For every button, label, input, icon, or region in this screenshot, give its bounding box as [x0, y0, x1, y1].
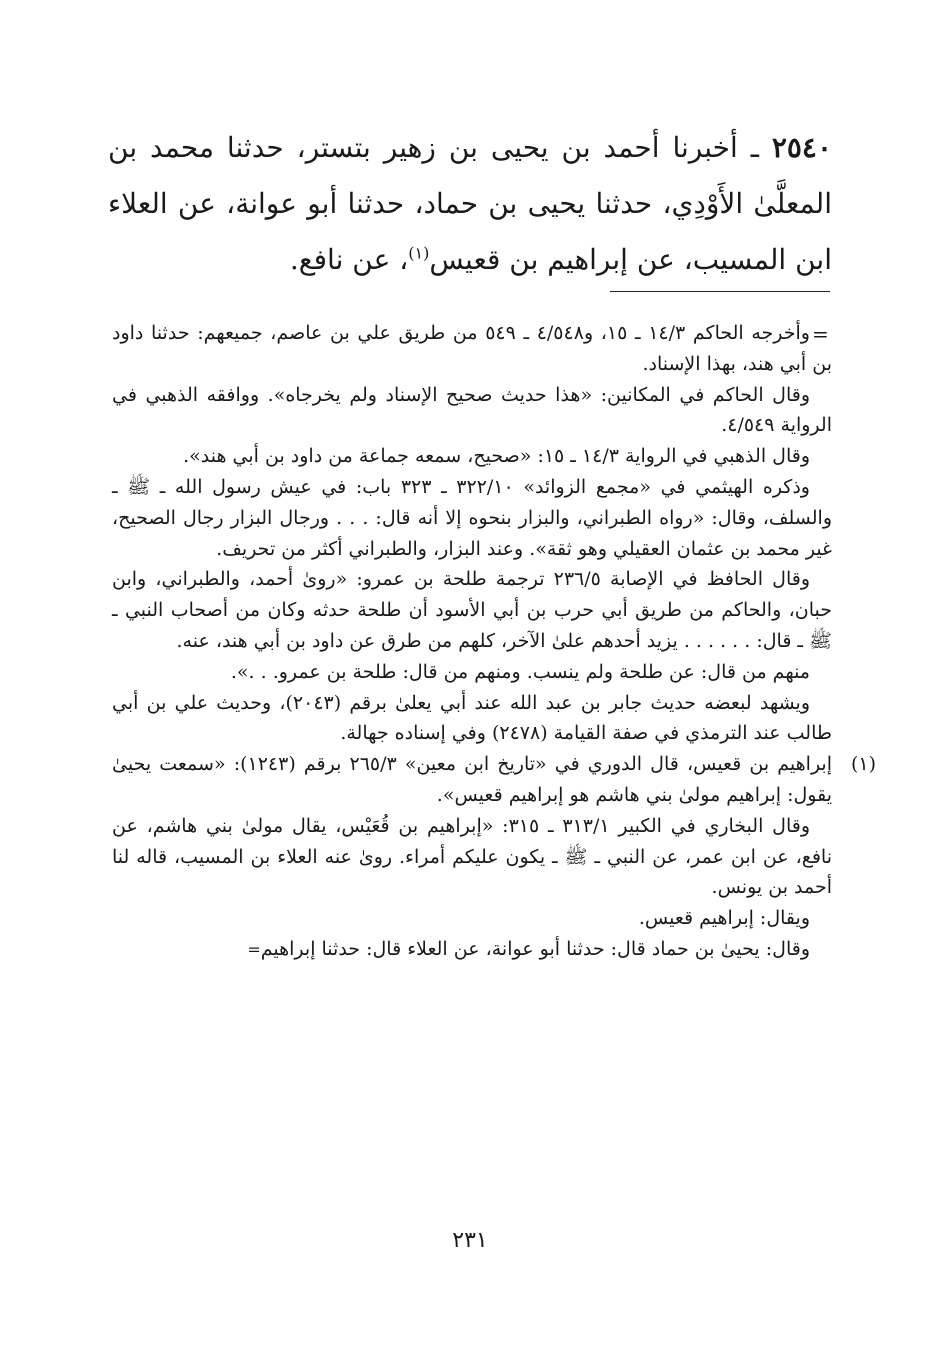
footnote-1-marker: (١) [850, 753, 876, 776]
note-paragraph: وأخرجه الحاكم ١٤/٣ ـ ١٥، و٤/٥٤٨ ـ ٥٤٩ من طريق علي بن عاصم، جميعهم: حدثنا داود بن أبي هند، بهذا الإسناد. [112, 322, 832, 375]
note-paragraph: وقال الذهبي في الرواية ١٤/٣ ـ ١٥: «صحيح، سمعه جماعة من داود بن أبي هند». [183, 445, 810, 468]
note-paragraph: وقال الحاكم في المكانين: «هذا حديث صحيح الإسناد ولم يخرجاه». ووافقه الذهبي في الرواية ٤/٥٤٩. [112, 383, 832, 437]
note-paragraph: ويشهد لبعضه حديث جابر بن عبد الله عند أبي يعلىٰ برقم (٢٠٤٣)، وحديث علي بن أبي طالب عند الترمذي في صفة القيامة (٢٤٧٨) وفي إسناده جهالة. [112, 691, 832, 745]
end-continuation-mark: = [247, 939, 261, 959]
footnote-last-paragraph [112, 934, 832, 966]
page-number: ٢٣١ [452, 1228, 488, 1253]
hadith-text [108, 120, 832, 288]
footnote-separator [610, 291, 830, 292]
hadith-body-part1: ـ أخبرنا أحمد بن يحيى بن زهير بتستر، حدثنا محمد بن المعلَّىٰ الأَوْدِي، حدثنا يحيى بن حماد، حدثنا أبو عوانة، عن العلاء ابن المسيب، عن إبراهيم بن قعيس [108, 131, 832, 276]
footnote-reference: (١) [408, 243, 430, 263]
footnote-paragraph: وقال البخاري في الكبير ٣١٣/١ ـ ٣١٥: «إبراهيم بن قُعَيْس، يقال مولىٰ بني هاشم، عن نافع، عن ابن عمر، عن النبي ـ ﷺ ـ يكون عليكم أمراء. روىٰ عنه العلاء بن المسيب، قاله لنا أحمد بن يونس. [112, 814, 832, 899]
hadith-number: ٢٥٤٠ [771, 131, 832, 164]
footnote-1-paragraph [112, 749, 876, 811]
footnotes [112, 318, 876, 966]
footnote-last-text: وقال: يحيىٰ بن حماد قال: حدثنا أبو عوانة، عن العلاء قال: حدثنا إبراهيم [260, 937, 810, 960]
footnote-paragraph: ويقال: إبراهيم قعيس. [638, 907, 810, 930]
hadith-paragraph [108, 120, 832, 288]
continuation-mark: = [812, 322, 829, 346]
note-paragraph: وقال الحافظ في الإصابة ٢٣٦/٥ ترجمة طلحة بن عمرو: «روىٰ أحمد، والطبراني، وابن حبان، والحاكم من طريق أبي حرب بن أبي الأسود أن طلحة حدثه وكان من أصحاب النبي ـ ﷺ ـ قال: . . . . . . يزيد أحدهم علىٰ الآخر، كلهم من طرق عن داود بن أبي هند، عنه. [112, 568, 832, 652]
hadith-body-part2: ، عن نافع. [289, 243, 409, 276]
note-paragraph: منهم من قال: عن طلحة ولم ينسب. ومنهم من قال: طلحة بن عمرو. . .». [230, 660, 810, 683]
footnote-1-text: إبراهيم بن قعيس، قال الدوري في «تاريخ ابن معين» ٢٦٥/٣ برقم (١٢٤٣): «سمعت يحيىٰ يقول: إبراهيم مولىٰ بني هاشم هو إبراهيم قعيس». [112, 753, 833, 806]
note-paragraph: وذكره الهيثمي في «مجمع الزوائد» ٣٢٢/١٠ ـ ٣٢٣ باب: في عيش رسول الله ـ ﷺ ـ والسلف، وقال: «رواه الطبراني، والبزار بنحوه إلا أنه قال: . . . ورجال البزار رجال الصحيح، غير محمد بن عثمان العقيلي وهو ثقة». وعند البزار، والطبراني أكثر من تحريف. [112, 475, 832, 560]
